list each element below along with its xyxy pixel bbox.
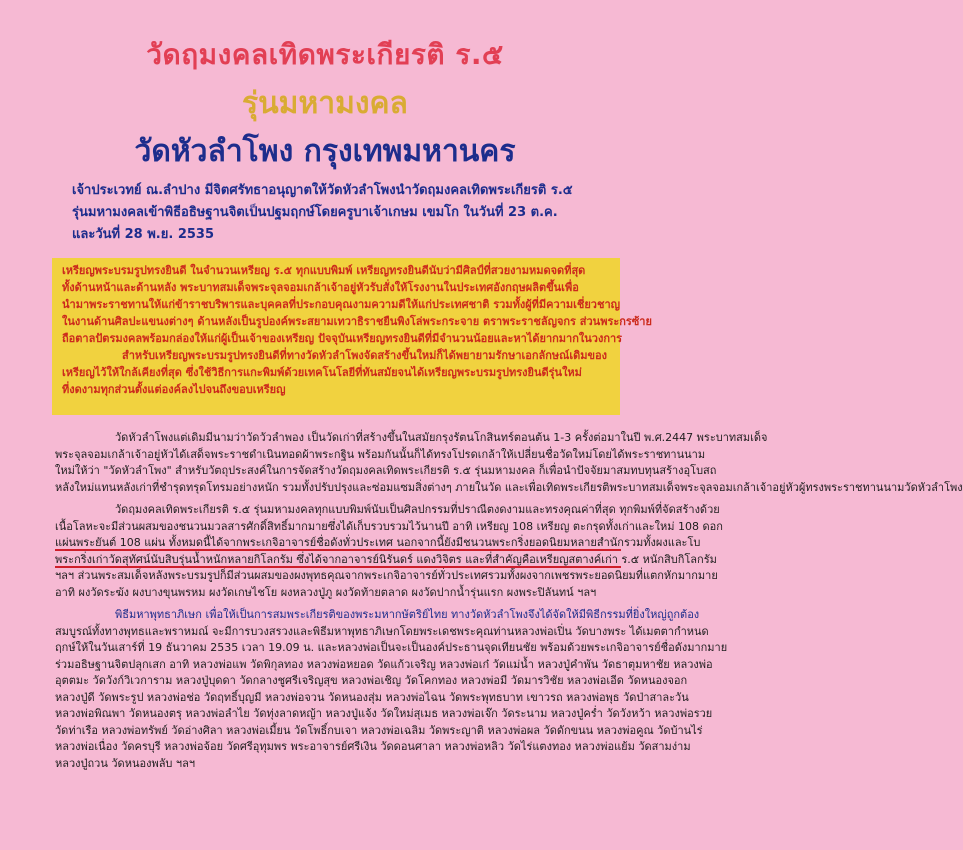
paragraph-2 bbox=[55, 502, 723, 601]
body-line: หลวงปู่ดี วัดพระรูป หลวงพ่อช่อ วัดฤทธิ์บุญมี หลวงพ่อจวน วัดหนองสุ่ม หลวงพ่อไฉน วัดพระพุทธบาท เขาวรถ หลวงพ่อพุธ วัดป่าสาละวัน bbox=[55, 690, 689, 704]
highlight-line: ที่งดงามทุกส่วนตั้งแต่องค์ลงไปจนถึงขอบเหรียญ bbox=[62, 383, 286, 396]
body-line: พระจุลจอมเกล้าเจ้าอยู่หัวได้เสด็จพระราชดำเนินทอดผ้าพระกฐิน พร้อมกันนั้นก็ได้ทรงโปรดเกล้าให้เปลี่ยนชื่อวัดใหม่โดยได้พระราชทานนาม bbox=[55, 447, 706, 461]
title-line-1: วัดฤมงคลเทิดพระเกียรติ ร.๕ bbox=[146, 38, 504, 71]
highlight-line: เหรียญไว้ให้ใกล้เคียงที่สุด ซึ่งใช้วิธีการแกะพิมพ์ด้วยเทคโนโลยีที่ทันสมัยจนได้เหรียญพระบรมรูปทรงยินดีรุ่นใหม่ bbox=[62, 366, 582, 379]
body-line: ใหม่ให้ว่า "วัดหัวลำโพง" สำหรับวัตถุประสงค์ในการจัดสร้างวัดฤมงคลเทิดพระเกียรติ ร.๕ รุ่นมหามงคล ก็เพื่อนำปัจจัยมาสมทบทุนสร้างอุโบสถ bbox=[55, 464, 717, 477]
body-line: หลวงพ่อพิณพา วัดหนองตรุ หลวงพ่อลำไย วัดทุ่งลาดหญ้า หลวงปู่แจ้ง วัดใหม่สุเมธ หลวงพ่อเจ๊ก วัดระนาม หลวงปู่คร่ำ วัดวังหว้า หลวงพ่อรวย bbox=[55, 707, 713, 720]
body-line: สมบูรณ์ทั้งทางพุทธและพราหมณ์ จะมีการบวงสรวงและพิธีมหาพุทธาภิเษกโดยพระเดชพระคุณท่านหลวงพ่อเปิ่น วัดบางพระ ได้เมตตากำหนด bbox=[55, 624, 709, 638]
body-line: ร่วมอธิษฐานจิตปลุกเสก อาทิ หลวงพ่อแพ วัดพิกุลทอง หลวงพ่อหยอด วัดแก้วเจริญ หลวงพ่อเก๋ วัดแม่น้ำ หลวงปู่คำพัน วัดธาตุมหาชัย หลวงพ่อ bbox=[55, 657, 713, 671]
body-text bbox=[55, 430, 963, 772]
body-line: พระกริ่งเก่าวัดสุทัศน์นับสิบรุ่นน้ำหนักหลายกิโลกรัม ซึ่งได้จากอาจารย์นิรันดร์ แดงวิจิตร และที่สำคัญคือเหรียญสตางค์เก่า ร.๕ หนักสิบกิโลกรัม bbox=[55, 552, 717, 566]
underline-mark bbox=[55, 549, 621, 551]
highlight-box bbox=[52, 258, 652, 415]
highlight-line: ทั้งด้านหน้าและด้านหลัง พระบาทสมเด็จพระจุลจอมเกล้าเจ้าอยู่หัวรับสั่งให้โรงงานในประเทศอังกฤษผลิตขึ้นเพื่อ bbox=[62, 281, 579, 294]
underline-mark bbox=[55, 566, 621, 568]
highlight-line: ในงานด้านศิลปะแขนงต่างๆ ด้านหลังเป็นรูปองค์พระสยามเทวาธิราชยืนพิงโล่พระกระจาย ตราพระราชลัญจกร ส่วนพระกรซ้าย bbox=[62, 315, 652, 328]
body-line: อุตตมะ วัดวังก์วิเวการาม หลวงปู่บุดดา วัดกลางชูศรีเจริญสุข หลวงพ่อเชิญ วัดโคกทอง หลวงพ่อมี วัดมารวิชัย หลวงพ่อเอีด วัดหนองจอก bbox=[55, 674, 688, 687]
body-line: แผ่นพระยันต์ 108 แผ่น ทั้งหมดนี้ได้จากพระเกจิอาจารย์ชื่อดังทั่วประเทศ นอกจากนี้ยังมีชนวนพระกริ่งยอดนิยมหลายสำนักรวมทั้งผงและโบ bbox=[55, 536, 701, 549]
highlight-line: นำมาพระราชทานให้แก่ข้าราชบริพารและบุคคลที่ประกอบคุณงามความดีให้แก่ประเทศชาติ รวมทั้งผู้ที่มีความเชี่ยวชาญ bbox=[62, 298, 620, 311]
body-line: วัดฤมงคลเทิดพระเกียรติ ร.๕ รุ่นมหามงคลทุกแบบพิมพ์นับเป็นศิลปกรรมที่ปราณีตงดงามและทรงคุณค่าที่สุด ทุกพิมพ์ที่จัดสร้างด้วย bbox=[115, 503, 720, 516]
body-line: พิธีมหาพุทธาภิเษก เพื่อให้เป็นการสมพระเกียรติของพระมหากษัตริย์ไทย ทางวัดหัวลำโพงจึงได้จัดให้มีพิธีกรรมที่ยิ่งใหญ่ถูกต้อง bbox=[115, 608, 700, 621]
title-line-2: รุ่นมหามงคล bbox=[242, 86, 408, 121]
intro-line: และวันที่ 28 พ.ย. 2535 bbox=[72, 227, 214, 242]
body-line: วัดท่าเรือ หลวงพ่อทรัพย์ วัดอ่างศิลา หลวงพ่อเมี้ยน วัดโพธิ์กบเจา หลวงพ่อเฉลิม วัดพระญาติ หลวงพ่อผล วัดดักขนน หลวงพ่อคูณ วัดบ้านไร่ bbox=[55, 723, 703, 737]
intro-paragraph bbox=[72, 180, 592, 246]
body-line: ฯลฯ ส่วนพระสมเด็จหลังพระบรมรูปก็มีส่วนผสมของผงพุทธคุณจากพระเกจิอาจารย์ทั่วประเทศรวมทั้งผงจากเพชรพระยอดนิยมที่แตกหักมากมาย bbox=[55, 569, 718, 582]
body-line: อาทิ ผงวัดระฆัง ผงบางขุนพรหม ผงวัดเกษไชโย ผงหลวงปู่ภู ผงวัดท้ายตลาด ผงวัดปากน้ำรุ่นแรก ผงพระปิลันทน์ ฯลฯ bbox=[55, 585, 597, 599]
body-line: เนื้อโลหะจะมีส่วนผสมของชนวนมวลสารศักดิ์สิทธิ์มากมายซึ่งได้เก็บรวบรวมไว้นานปี อาทิ เหรียญ 108 เหรียญ ตะกรุดทั้งเก่าและใหม่ 108 ดอก bbox=[55, 519, 723, 533]
highlight-line: สำหรับเหรียญพระบรมรูปทรงยินดีที่ทางวัดหัวลำโพงจัดสร้างขึ้นใหม่ก็ได้พยายามรักษาเอกลักษณ์เดิมของ bbox=[122, 349, 608, 362]
highlight-line: เหรียญพระบรมรูปทรงยินดี ในจำนวนเหรียญ ร.๕ ทุกแบบพิมพ์ เหรียญทรงยินดีนับว่ามีศิลป์ที่สวยงามหมดจดที่สุด bbox=[62, 264, 586, 277]
body-line: หลวงปู่ถวน วัดหนองพลับ ฯลฯ bbox=[55, 756, 196, 770]
title-line-3: วัดหัวลำโพง กรุงเทพมหานคร bbox=[134, 134, 516, 169]
paragraph-1 bbox=[55, 430, 768, 447]
intro-line: รุ่นมหามงคลเข้าพิธีอธิษฐานจิตเป็นปฐมฤกษ์โดยครูบาเจ้าเกษม เขมโก ในวันที่ 23 ต.ค. bbox=[72, 205, 558, 220]
body-line: หลวงพ่อเนื่อง วัดครบุรี หลวงพ่อจ้อย วัดศรีอุทุมพร พระอาจารย์ศรีเงิน วัดดอนศาลา หลวงพ่อหลิว วัดไร่แตงทอง หลวงพ่อแย้ม วัดสามง่าม bbox=[55, 740, 691, 753]
highlight-line: ถือตาลปัตรมงคลพร้อมกล่องให้แก่ผู้เป็นเจ้าของเหรียญ ปัจจุบันเหรียญทรงยินดีที่มีจำนวนน้อยและหาได้ยากมากในวงการ bbox=[62, 332, 623, 345]
body-line: หลังใหม่แทนหลังเก่าที่ชำรุดทรุดโทรมอย่างหนัก รวมทั้งปรับปรุงและซ่อมแซมสิ่งต่างๆ ภายในวัด และเพื่อเทิดพระเกียรติพระบาทสมเด็จพระจุลจอมเกล้าเจ้าอยู่หัวผู้ทรงพระราชทานนามวัดหัวลำโพง bbox=[55, 480, 963, 494]
body-line: วัดหัวลำโพงแต่เดิมมีนามว่าวัดวัวลำพอง เป็นวัดเก่าที่สร้างขึ้นในสมัยกรุงรัตนโกสินทร์ตอนต้น 1-3 ครั้งต่อมาในปี พ.ศ.2447 พระบาทสมเด็จ bbox=[115, 431, 768, 444]
body-line: ฤกษ์ให้ในวันเสาร์ที่ 19 ธันวาคม 2535 เวลา 19.09 น. และหลวงพ่อเป็นจะเป็นองค์ประธานจุดเทียนชัย พร้อมด้วยพระเกจิอาจารย์ชื่อดังมากมาย bbox=[55, 641, 728, 654]
intro-line: เจ้าประเวทย์ ณ.ลำปาง มีจิตศรัทธาอนุญาตให้วัดหัวลำโพงนำวัดฤมงคลเทิดพระเกียรติ ร.๕ bbox=[72, 183, 573, 198]
paragraph-3 bbox=[55, 607, 728, 772]
